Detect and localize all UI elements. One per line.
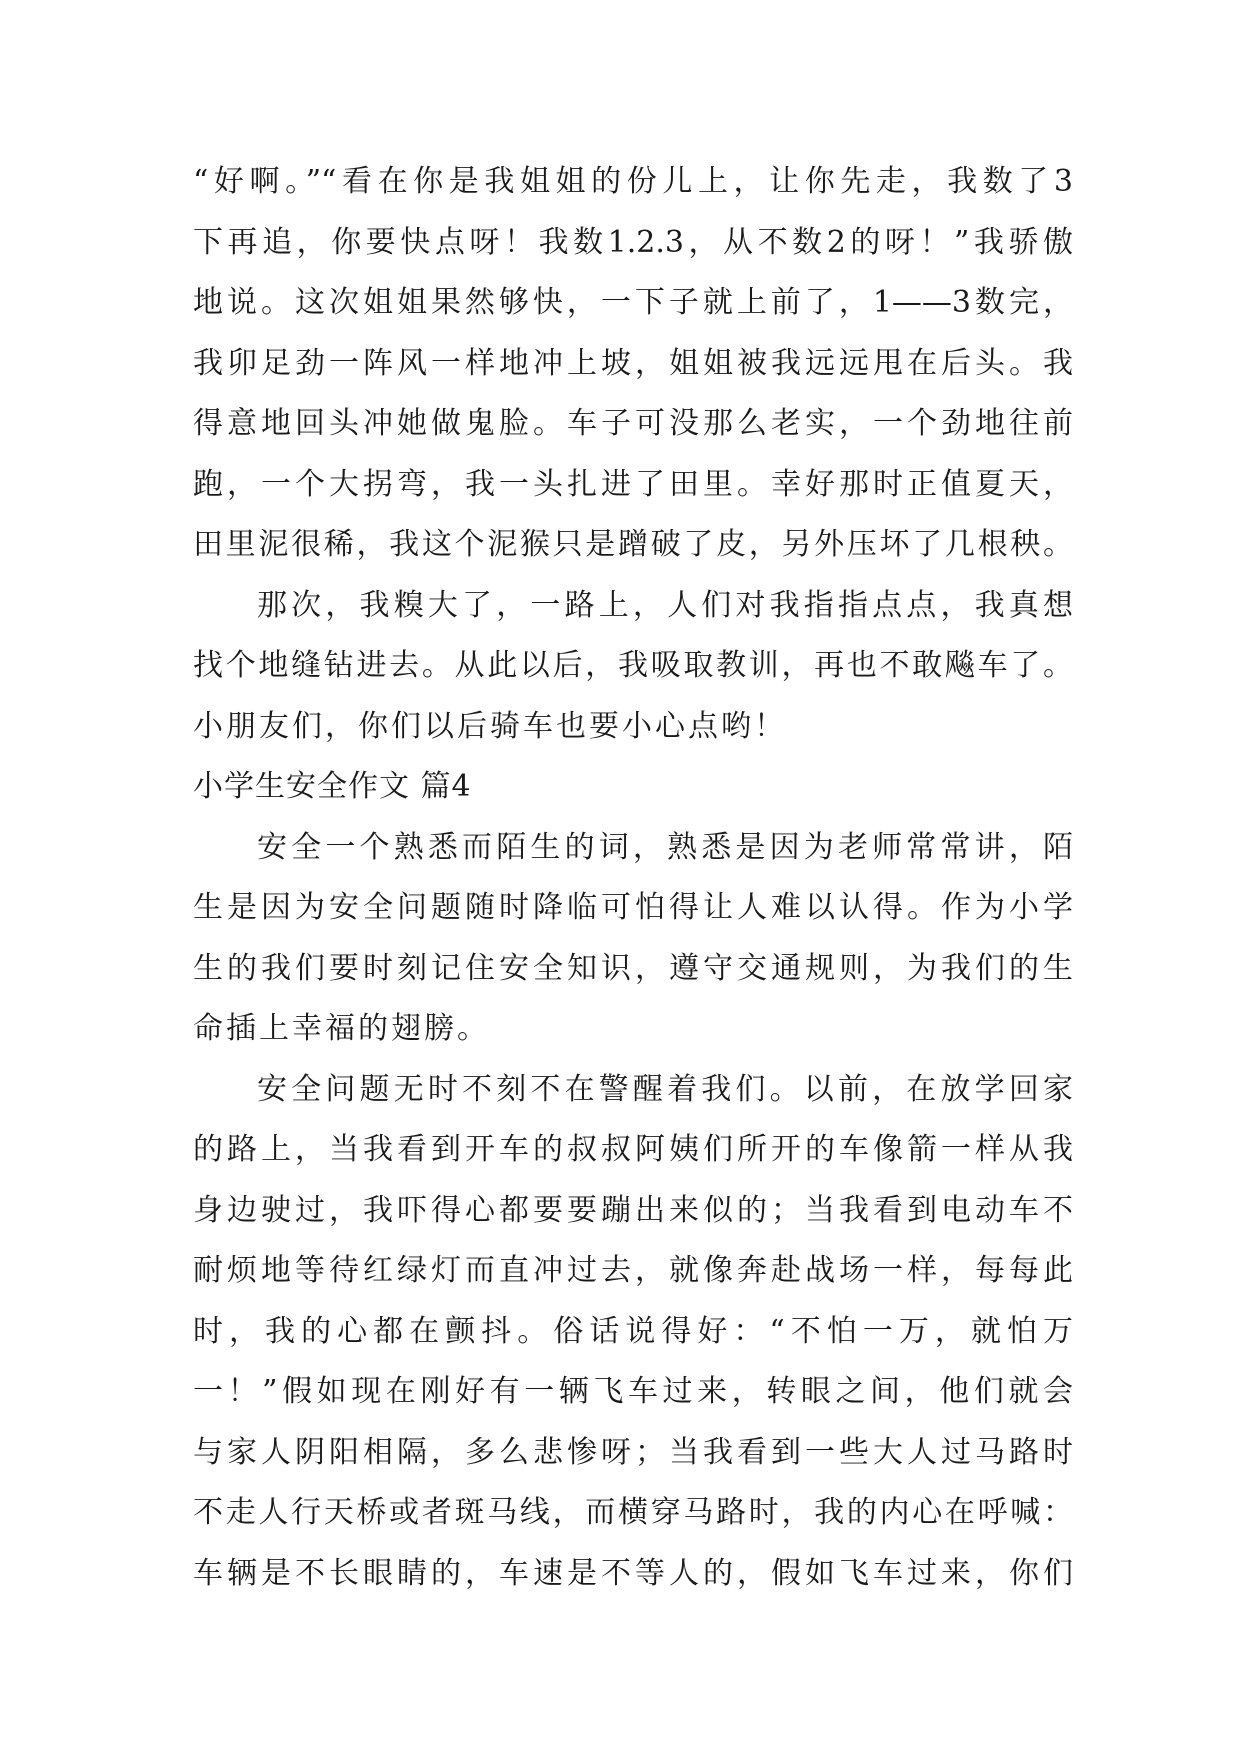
text-line: 地说。这次姐姐果然够快，一下子就上前了，1——3数完， [193, 285, 1073, 320]
text-line: 车辆是不长眼睛的，车速是不等人的，假如飞车过来，你们 [193, 1555, 1073, 1591]
text-line: 小朋友们，你们以后骑车也要小心点哟！ [193, 708, 787, 744]
text-line: 身边驶过，我吓得心都要要蹦出来似的；当我看到电动车不 [193, 1192, 1073, 1228]
text-line: 我卯足劲一阵风一样地冲上坡，姐姐被我远远甩在后头。我 [193, 345, 1073, 381]
text-line: 生是因为安全问题随时降临可怕得让人难以认得。作为小学 [193, 890, 1073, 925]
paragraph-first-line: 安全一个熟悉而陌生的词，熟悉是因为老师常常讲，陌 [257, 829, 1073, 865]
text-line: 不走人行天桥或者斑马线，而横穿马路时，我的内心在呼喊： [193, 1495, 1073, 1530]
text-line: 田里泥很稀，我这个泥猴只是蹭破了皮，另外压坏了几根秧。 [193, 527, 1073, 562]
text-line: 时，我的心都在颤抖。俗话说得好：“不怕一万，就怕万 [193, 1313, 1073, 1349]
section-heading: 小学生安全作文 篇4 [193, 769, 472, 804]
text-line: 得意地回头冲她做鬼脸。车子可没那么老实，一个劲地往前 [193, 406, 1073, 441]
text-line: 跑，一个大拐弯，我一头扎进了田里。幸好那时正值夏天， [193, 466, 1073, 502]
paragraph-first-line: 安全问题无时不刻不在警醒着我们。以前，在放学回家 [257, 1071, 1073, 1107]
text-line: “好啊。”“看在你是我姐姐的份儿上，让你先走，我数了3 [193, 164, 1073, 199]
text-line: 与家人阴阳相隔，多么悲惨呀；当我看到一些大人过马路时 [193, 1434, 1073, 1470]
text-line: 的路上，当我看到开车的叔叔阿姨们所开的车像箭一样从我 [193, 1132, 1073, 1167]
text-line: 找个地缝钻进去。从此以后，我吸取教训，再也不敢飚车了。 [193, 648, 1073, 683]
essay-text [193, 152, 1073, 1604]
text-line: 生的我们要时刻记住安全知识，遵守交通规则，为我们的生 [193, 950, 1073, 986]
text-line: 耐烦地等待红绿灯而直冲过去，就像奔赴战场一样，每每此 [193, 1253, 1073, 1288]
text-line: 下再追，你要快点呀！我数1.2.3，从不数2的呀！”我骄傲 [193, 224, 1073, 260]
text-line: 一！”假如现在刚好有一辆飞车过来，转眼之间，他们就会 [193, 1374, 1073, 1409]
text-line: 命插上幸福的翅膀。 [193, 1011, 490, 1046]
paragraph-first-line: 那次，我糗大了，一路上，人们对我指指点点，我真想 [257, 587, 1073, 623]
